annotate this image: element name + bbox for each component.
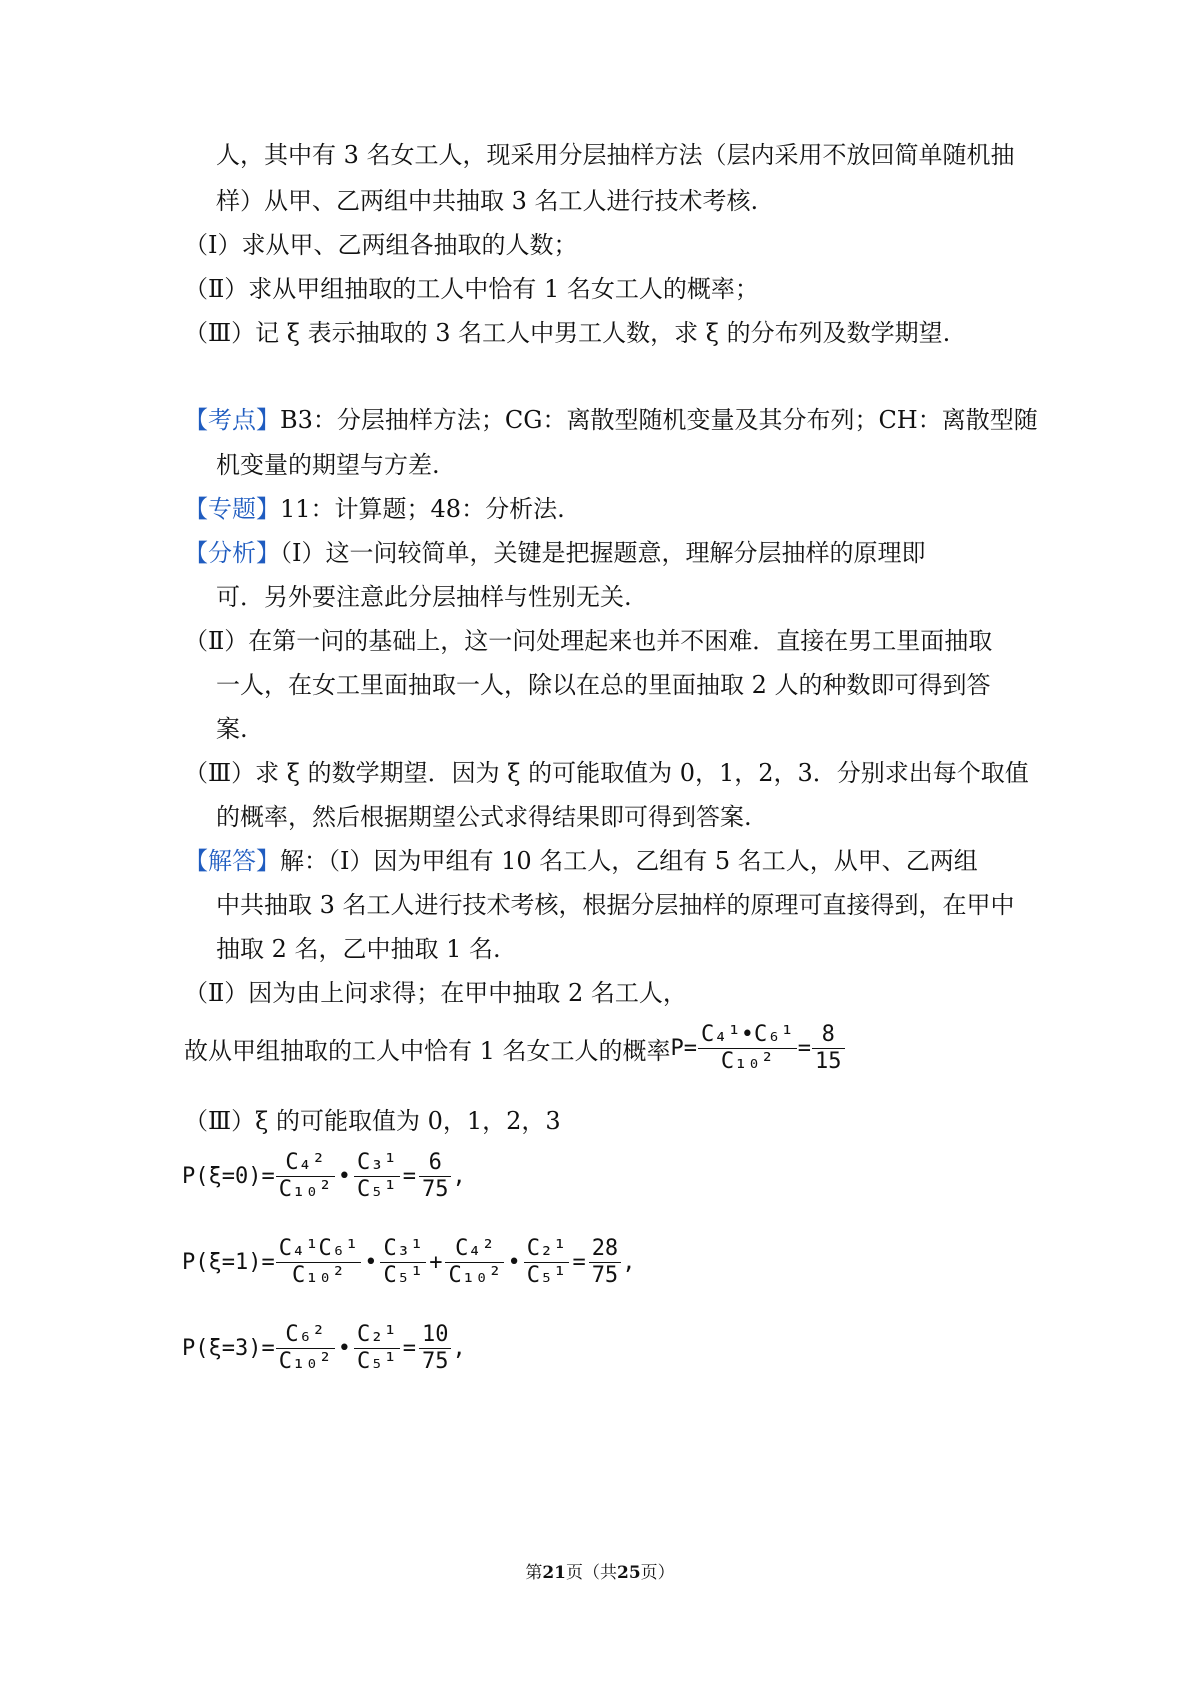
f0-b-num: C₃¹ — [354, 1150, 400, 1177]
p-denominator: C₁₀² — [720, 1049, 774, 1074]
f3-frac-b — [354, 1322, 400, 1375]
f1-b-num: C₃¹ — [380, 1236, 426, 1263]
f3-b-num: C₂¹ — [354, 1322, 400, 1349]
jieda-text: 解：（Ⅰ）因为甲组有 10 名工人，乙组有 5 名工人，从甲、乙两组 — [280, 847, 978, 875]
f1-d-den: C₅¹ — [526, 1263, 567, 1288]
f1-a-den: C₁₀² — [291, 1263, 345, 1288]
f1-frac-a — [276, 1236, 361, 1289]
f3-res-den: 75 — [421, 1349, 449, 1374]
f1-frac-b — [380, 1236, 426, 1289]
f3-res-num: 10 — [419, 1322, 452, 1349]
fenxi-tag: 【分析】 — [184, 539, 280, 567]
jieda-line-3: 抽取 2 名，乙中抽取 1 名. — [216, 935, 501, 963]
jieda-line-2: 中共抽取 3 名工人进行技术考核，根据分层抽样的原理可直接得到，在甲中 — [216, 891, 1015, 919]
f1-frac-d — [524, 1236, 570, 1289]
probability-line — [184, 1022, 846, 1075]
fenxi-line-7: 的概率，然后根据期望公式求得结果即可得到答案. — [216, 803, 752, 831]
f1-eq: = — [572, 1250, 586, 1275]
f0-a-num: C₄² — [276, 1150, 335, 1177]
kaodian-line-1 — [184, 405, 1038, 435]
page-footer — [0, 1558, 1200, 1583]
p-result-denominator: 15 — [815, 1049, 842, 1074]
probability-text: 故从甲组抽取的工人中恰有 1 名女工人的概率 — [184, 1037, 671, 1065]
zhuanti-text: 11：计算题；48：分析法. — [280, 495, 565, 523]
f0-frac-b — [354, 1150, 400, 1203]
question-3: （Ⅲ）记 ξ 表示抽取的 3 名工人中男工人数，求 ξ 的分布列及数学期望. — [184, 319, 951, 347]
jieda-line-4: （Ⅱ）因为由上问求得；在甲中抽取 2 名工人， — [184, 979, 687, 1007]
p-fraction — [698, 1022, 797, 1075]
f1-c-den: C₁₀² — [448, 1263, 502, 1288]
p-label: P= — [670, 1036, 698, 1061]
f3-dot: • — [337, 1336, 351, 1361]
footer-total-pages: 25 — [617, 1563, 641, 1583]
jieda-tag: 【解答】 — [184, 847, 280, 875]
f3-label: P(ξ=3)= — [182, 1336, 275, 1361]
f3-frac-a — [276, 1322, 335, 1375]
footer-mid: 页（共 — [566, 1563, 617, 1583]
fenxi-line-5: 案. — [216, 715, 248, 743]
fenxi-text: （Ⅰ）这一问较简单，关键是把握题意，理解分层抽样的原理即 — [280, 539, 926, 567]
formula-p3 — [182, 1322, 466, 1375]
question-2: （Ⅱ）求从甲组抽取的工人中恰有 1 名女工人的概率； — [184, 275, 759, 303]
p-result-numerator: 8 — [812, 1022, 845, 1049]
kaodian-tag: 【考点】 — [184, 406, 280, 434]
f1-c-num: C₄² — [445, 1236, 504, 1263]
f3-b-den: C₅¹ — [356, 1349, 397, 1374]
f0-result — [419, 1150, 452, 1203]
f1-a-num: C₄¹C₆¹ — [276, 1236, 361, 1263]
f0-frac-a — [276, 1150, 335, 1203]
question-1: （Ⅰ）求从甲、乙两组各抽取的人数； — [184, 231, 578, 259]
jieda-line-1 — [184, 846, 978, 876]
f1-result — [589, 1236, 622, 1289]
f1-res-den: 75 — [591, 1263, 619, 1288]
f1-res-num: 28 — [589, 1236, 622, 1263]
f3-a-num: C₆² — [276, 1322, 335, 1349]
f3-a-den: C₁₀² — [278, 1349, 332, 1374]
f1-d-num: C₂¹ — [524, 1236, 570, 1263]
f1-dot-2: • — [507, 1250, 521, 1275]
f3-result — [419, 1322, 452, 1375]
p-equals: = — [797, 1036, 811, 1061]
p-numerator: C₄¹•C₆¹ — [698, 1022, 797, 1049]
formula-p0 — [182, 1150, 466, 1203]
formula-p1 — [182, 1236, 635, 1289]
problem-line-2: 样）从甲、乙两组中共抽取 3 名工人进行技术考核. — [216, 187, 759, 215]
f3-end: , — [452, 1336, 466, 1361]
f1-label: P(ξ=1)= — [182, 1250, 275, 1275]
fenxi-line-1 — [184, 538, 925, 568]
f0-eq: = — [402, 1164, 416, 1189]
kaodian-line-2: 机变量的期望与方差. — [216, 451, 440, 479]
problem-line-1: 人，其中有 3 名女工人，现采用分层抽样方法（层内采用不放回简单随机抽 — [216, 141, 1015, 169]
f1-dot-1: • — [364, 1250, 378, 1275]
fenxi-line-6: （Ⅲ）求 ξ 的数学期望．因为 ξ 的可能取值为 0，1，2，3．分别求出每个取值 — [184, 759, 1029, 787]
zhuanti-line — [184, 494, 565, 524]
f3-eq: = — [402, 1336, 416, 1361]
fenxi-line-2: 可．另外要注意此分层抽样与性别无关. — [216, 583, 632, 611]
f0-a-den: C₁₀² — [278, 1177, 332, 1202]
f0-b-den: C₅¹ — [356, 1177, 397, 1202]
footer-prefix: 第 — [525, 1563, 543, 1583]
f0-label: P(ξ=0)= — [182, 1164, 275, 1189]
p-result — [812, 1022, 845, 1075]
f0-end: , — [452, 1164, 466, 1189]
f0-res-num: 6 — [419, 1150, 452, 1177]
f1-b-den: C₅¹ — [383, 1263, 424, 1288]
jieda-line-6: （Ⅲ）ξ 的可能取值为 0，1，2，3 — [184, 1107, 561, 1135]
fenxi-line-3: （Ⅱ）在第一问的基础上，这一问处理起来也并不困难．直接在男工里面抽取 — [184, 627, 993, 655]
footer-page-number: 21 — [542, 1563, 566, 1583]
f0-dot: • — [337, 1164, 351, 1189]
fenxi-line-4: 一人，在女工里面抽取一人，除以在总的里面抽取 2 人的种数即可得到答 — [216, 671, 991, 699]
f1-end: , — [622, 1250, 636, 1275]
zhuanti-tag: 【专题】 — [184, 495, 280, 523]
footer-suffix: 页） — [640, 1563, 675, 1583]
f1-plus: + — [429, 1250, 443, 1275]
kaodian-text: B3：分层抽样方法；CG：离散型随机变量及其分布列；CH：离散型随 — [280, 406, 1038, 434]
f0-res-den: 75 — [421, 1177, 449, 1202]
f1-frac-c — [445, 1236, 504, 1289]
